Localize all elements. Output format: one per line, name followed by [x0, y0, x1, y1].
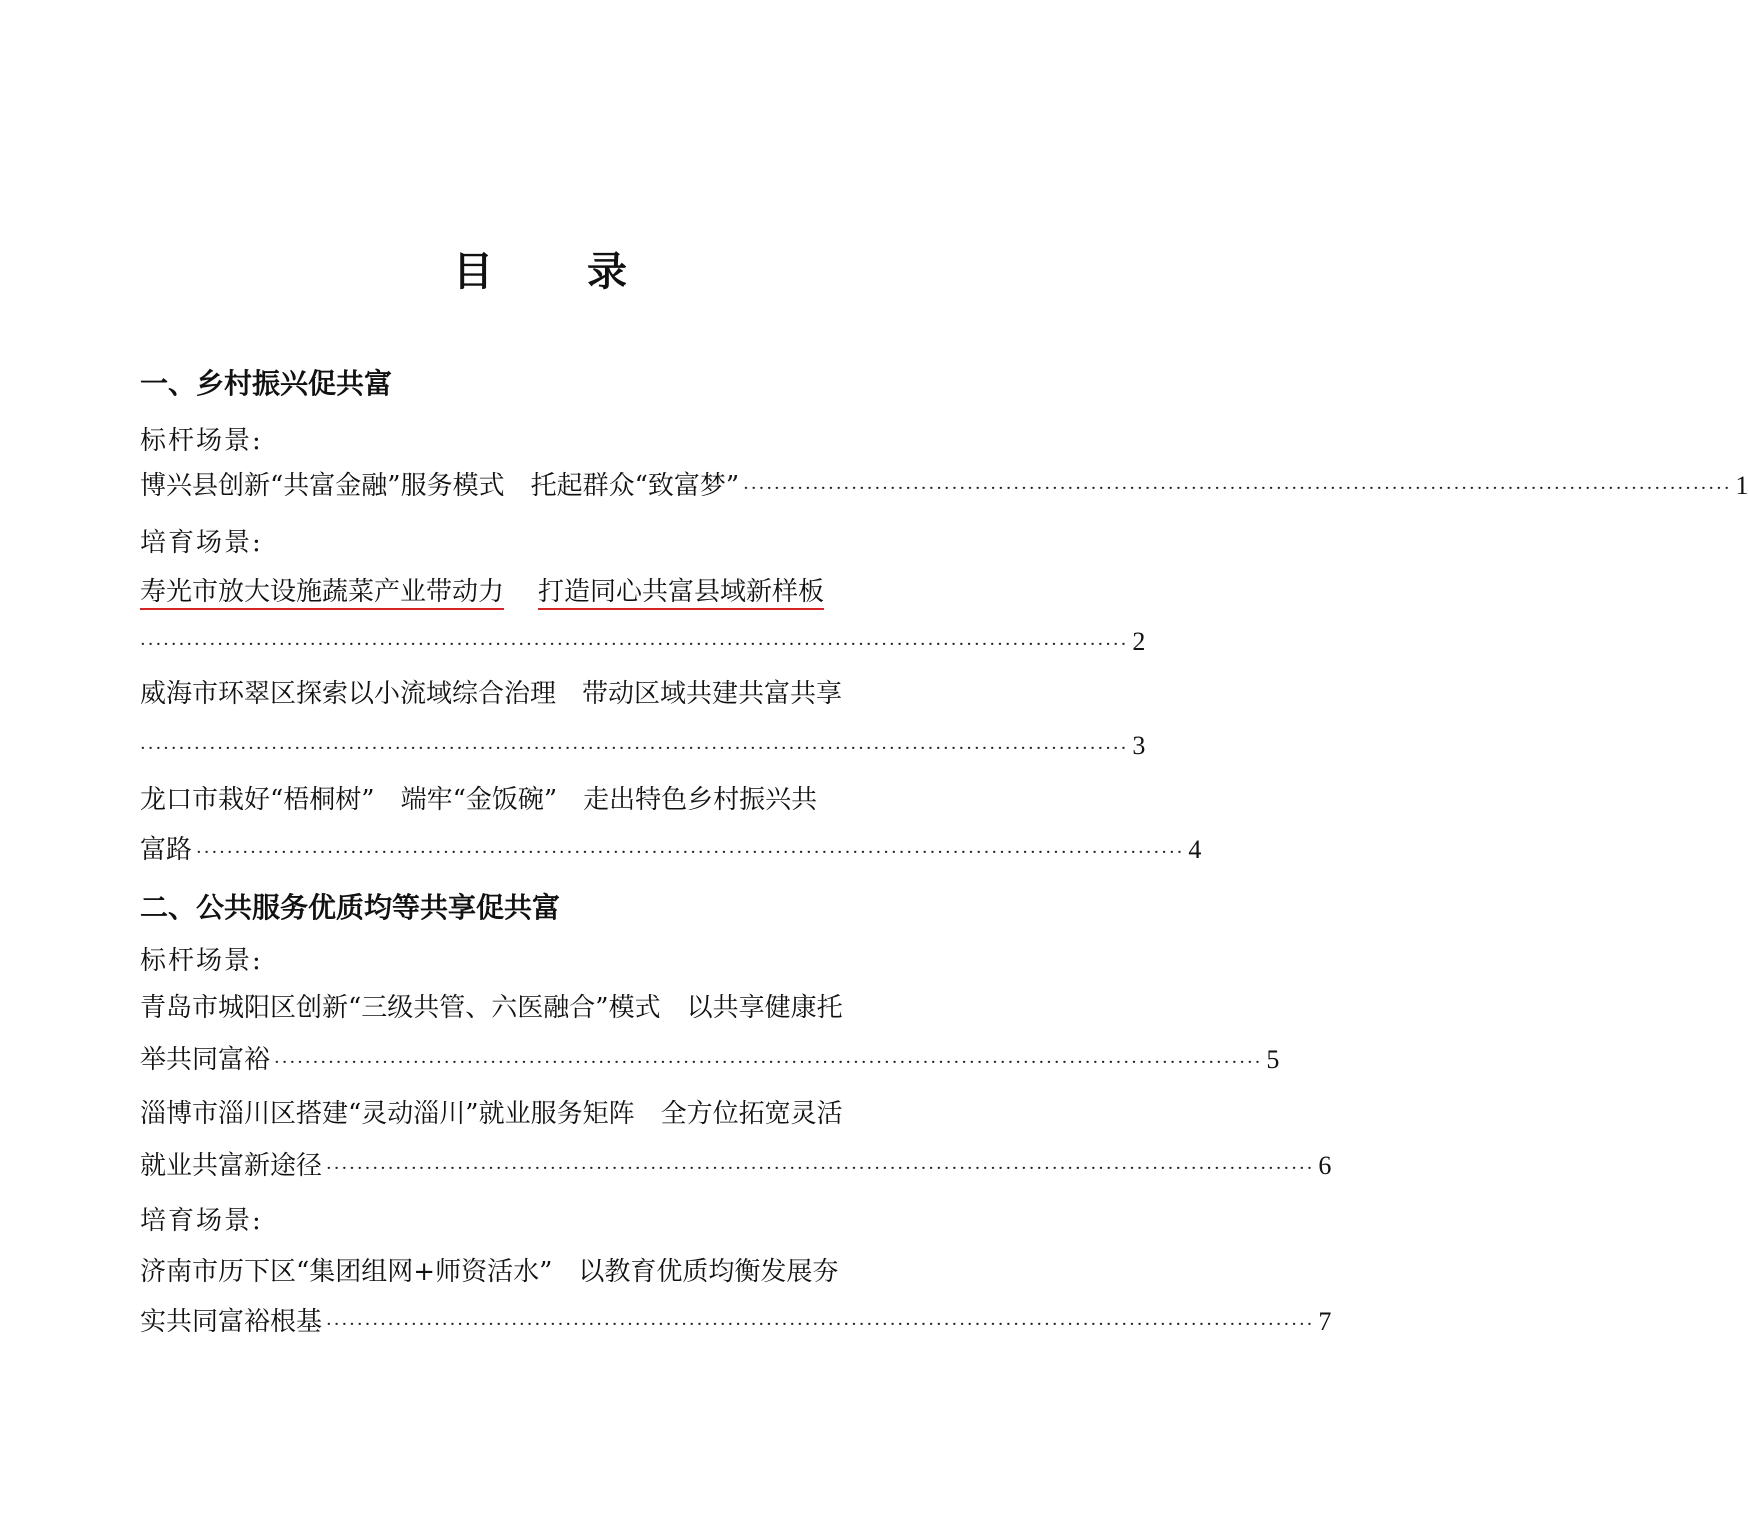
dot-leader: ································································································································	[326, 1158, 1315, 1179]
page-title: 目 录	[453, 249, 667, 295]
toc-entry-2[interactable]	[140, 572, 940, 612]
toc-entry-title-line2: 举共同富裕	[140, 1045, 271, 1075]
page-number: 5	[1266, 1045, 1280, 1074]
page-number: 6	[1318, 1151, 1332, 1180]
toc-entry-title-line1: 济南市历下区“集团组网+师资活水” 以教育优质均衡发展夯	[140, 1257, 839, 1287]
toc-entry-title-line2: 富路	[140, 835, 193, 865]
toc-entry-4-line2	[140, 830, 1202, 870]
cultivate-label-1: 培育场景:	[140, 528, 263, 558]
page-number: 2	[1132, 627, 1146, 656]
toc-entry-7-line2	[140, 1302, 1332, 1342]
page-number: 4	[1188, 835, 1202, 864]
toc-entry-2-leader-line	[140, 622, 1146, 662]
toc-entry-5-line2	[140, 1040, 1280, 1080]
toc-entry-6-line2	[140, 1146, 1332, 1186]
page-number: 7	[1318, 1307, 1332, 1336]
dot-leader: ································································································································	[196, 842, 1185, 863]
toc-entry-5[interactable]	[140, 988, 940, 1028]
section-heading-2: 二、公共服务优质均等共享促共富	[140, 891, 561, 924]
dot-leader: ································································································································	[743, 478, 1732, 499]
dot-leader: ································································································································	[140, 738, 1129, 759]
toc-entry-title: 博兴县创新“共富金融”服务模式 托起群众“致富梦”	[140, 471, 740, 501]
page-number: 1	[1735, 471, 1749, 500]
toc-entry-3-leader-line	[140, 726, 1146, 766]
toc-entry-4[interactable]	[140, 780, 940, 820]
cultivate-label-2: 培育场景:	[140, 1206, 263, 1236]
toc-entry-title-part1: 寿光市放大设施蔬菜产业带动力	[140, 577, 505, 607]
dot-leader: ································································································································	[326, 1314, 1315, 1335]
dot-leader: ································································································································	[140, 634, 1129, 655]
toc-entry-title-line1: 青岛市城阳区创新“三级共管、六医融合”模式 以共享健康托	[140, 993, 843, 1023]
toc-entry-title-line1: 龙口市栽好“梧桐树” 端牢“金饭碗” 走出特色乡村振兴共	[140, 785, 818, 815]
toc-entry-title-line1: 淄博市淄川区搭建“灵动淄川”就业服务矩阵 全方位拓宽灵活	[140, 1099, 843, 1129]
toc-entry-1[interactable]	[140, 466, 1749, 506]
benchmark-label-2: 标杆场景:	[140, 946, 263, 976]
benchmark-label-1: 标杆场景:	[140, 426, 263, 456]
toc-entry-7[interactable]	[140, 1252, 940, 1292]
toc-entry-title-part2: 打造同心共富县域新样板	[538, 577, 825, 607]
page-number: 3	[1132, 731, 1146, 760]
toc-entry-title-line2: 实共同富裕根基	[140, 1307, 323, 1337]
toc-entry-title: 威海市环翠区探索以小流域综合治理 带动区域共建共富共享	[140, 679, 843, 709]
toc-entry-3[interactable]	[140, 674, 940, 714]
dot-leader: ································································································································	[274, 1052, 1263, 1073]
toc-entry-6[interactable]	[140, 1094, 940, 1134]
section-heading-1: 一、乡村振兴促共富	[140, 367, 393, 400]
toc-entry-title-line2: 就业共富新途径	[140, 1151, 323, 1181]
